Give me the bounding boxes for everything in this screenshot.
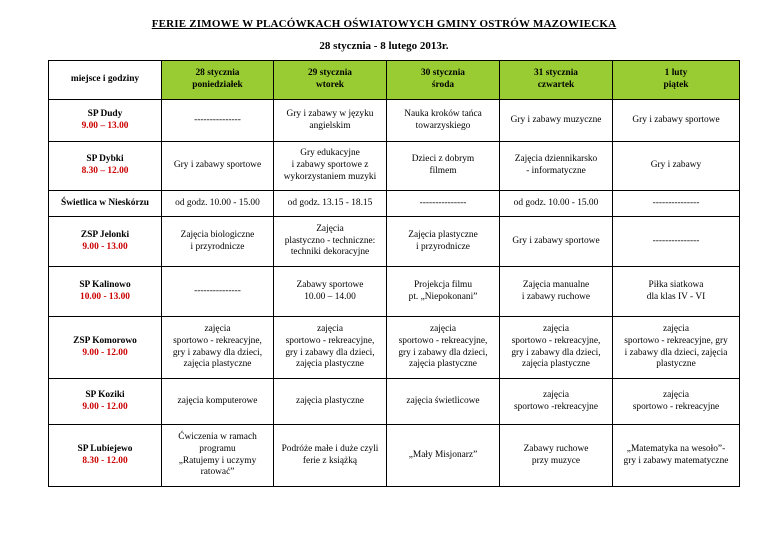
place-name: ZSP Jelonki [80, 229, 130, 240]
activity-cell [162, 142, 274, 191]
table-row [49, 217, 740, 267]
activity-text: --------------- [419, 197, 467, 208]
day-header [387, 61, 500, 100]
activity-cell [500, 217, 613, 267]
activity-text: sportowo - rekreacyjne, [398, 335, 488, 346]
activity-text: angielskim [309, 120, 351, 131]
activity-text: Gry i zabawy sportowe [173, 160, 262, 171]
activity-text: zajęcia [542, 389, 569, 400]
activity-text: zajęcia [429, 324, 456, 334]
activity-text: sportowo -rekreacyjne [513, 401, 599, 412]
activity-cell [500, 317, 613, 379]
activity-text: przy muzyce [531, 455, 581, 466]
day-name: środa [431, 80, 455, 90]
place-hours: 9.00 - 12.00 [82, 347, 128, 358]
activity-text: zajęcia świetlicowe [406, 395, 480, 406]
activity-cell [613, 425, 740, 487]
table-row [49, 142, 740, 191]
activity-text: gry i zabawy dla dzieci, [511, 347, 601, 358]
place-hours: 9.00 - 12.00 [82, 401, 128, 412]
activity-cell [613, 191, 740, 217]
activity-text: zajęcia plastyczne [409, 359, 477, 370]
day-name: czwartek [537, 80, 575, 90]
activity-cell [274, 267, 387, 317]
activity-cell [162, 191, 274, 217]
day-date: 30 stycznia [420, 68, 465, 79]
schedule-table [48, 60, 740, 487]
place-name: SP Dybki [86, 154, 124, 165]
activity-text: „Mały Misjonarz” [408, 449, 478, 460]
day-date: 1 luty [664, 68, 688, 79]
table-row [49, 191, 740, 217]
header-row [49, 61, 740, 100]
activity-cell [162, 267, 274, 317]
place-hours: 9.00 – 13.00 [81, 120, 129, 131]
activity-text: dla klas IV - VI [646, 291, 706, 302]
activity-cell [613, 379, 740, 425]
activity-cell [274, 217, 387, 267]
activity-cell [387, 142, 500, 191]
activity-text: gry i zabawy matematyczne [623, 455, 729, 466]
activity-cell [387, 191, 500, 217]
activity-cell [613, 100, 740, 142]
activity-text: i przyrodnicze [416, 241, 470, 252]
activity-text: sportowo - rekreacyjne, [285, 335, 375, 346]
day-header [500, 61, 613, 100]
activity-text: od godz. 13.15 - 18.15 [287, 197, 373, 208]
document-title: FERIE ZIMOWE W PLACÓWKACH OŚWIATOWYCH GMINY OSTRÓW MAZOWIECKA [151, 18, 617, 30]
activity-text: Projekcja filmu [413, 279, 473, 290]
activity-cell [162, 100, 274, 142]
day-name: poniedziałek [192, 80, 243, 90]
activity-text: i przyrodnicze [190, 241, 245, 252]
activity-text: i zabawy ruchowe [521, 291, 591, 302]
activity-cell [162, 379, 274, 425]
activity-text: zajęcia [316, 324, 343, 334]
place-cell [49, 142, 162, 191]
activity-text: Gry i zabawy sportowe [512, 235, 600, 246]
activity-text: zajęcia [204, 324, 231, 334]
activity-text: gry i zabawy dla dzieci, [172, 347, 263, 358]
activity-text: gry i zabawy dla dzieci, [285, 347, 375, 358]
place-hours: 8.30 – 12.00 [81, 166, 129, 176]
activity-text: zajęcia plastyczne [522, 359, 590, 370]
table-row [49, 379, 740, 425]
place-name: SP Dudy [87, 108, 123, 119]
activity-text: Zajęcia manualne [522, 279, 590, 290]
activity-text: techniki dekoracyjne [290, 247, 370, 258]
schedule-body [49, 100, 740, 487]
activity-text: Zajęcia plastyczne [408, 229, 478, 240]
activity-cell [500, 191, 613, 217]
table-row [49, 317, 740, 379]
activity-cell [500, 267, 613, 317]
activity-text: Podróże małe i duże czyli [281, 443, 379, 454]
activity-cell [387, 217, 500, 267]
activity-text: sportowo - rekreacyjne, [511, 335, 601, 346]
place-name: SP Lubiejewo [77, 443, 133, 454]
activity-cell [162, 425, 274, 487]
activity-cell [274, 191, 387, 217]
activity-text: zajęcia plastyczne [183, 359, 252, 370]
activity-text: pt. „Niepokonani” [408, 291, 478, 302]
activity-text: zajęcia komputerowe [177, 395, 258, 406]
activity-text: od godz. 10.00 - 15.00 [513, 197, 599, 208]
activity-text: Piłka siatkowa [648, 279, 704, 290]
activity-text: gry i zabawy dla dzieci, [398, 347, 488, 358]
activity-text: filmem [429, 166, 457, 176]
activity-cell [613, 217, 740, 267]
activity-cell [274, 142, 387, 191]
activity-text: ratować” [200, 467, 235, 478]
activity-text: Gry i zabawy sportowe [632, 114, 720, 125]
activity-cell [387, 100, 500, 142]
activity-text: plastyczne [656, 359, 696, 370]
activity-text: zajęcia [662, 389, 689, 400]
activity-text: Zabawy sportowe [296, 279, 364, 290]
place-cell [49, 267, 162, 317]
place-hours: 10.00 - 13.00 [80, 291, 130, 302]
date-range: 28 stycznia - 8 lutego 2013r. [319, 40, 449, 52]
activity-cell [500, 379, 613, 425]
activity-text: Zajęcia dziennikarsko [514, 154, 598, 165]
activity-cell [387, 317, 500, 379]
activity-text: zajęcia plastyczne [296, 395, 364, 406]
day-header [274, 61, 387, 100]
activity-text: Gry i zabawy muzyczne [510, 114, 602, 125]
place-name: Świetlica w Nieskórzu [60, 197, 149, 208]
table-row [49, 267, 740, 317]
day-header [613, 61, 740, 100]
activity-text: wykorzystaniem muzyki [283, 171, 377, 182]
activity-text: Gry i zabawy [650, 160, 702, 171]
place-hours: 8.30 - 12.00 [82, 455, 128, 466]
activity-cell [500, 142, 613, 191]
activity-cell [500, 425, 613, 487]
activity-text: Zajęcia [316, 223, 344, 234]
place-name: ZSP Komorowo [73, 335, 137, 346]
place-cell [49, 100, 162, 142]
activity-cell [274, 425, 387, 487]
table-row [49, 425, 740, 487]
activity-text: --------------- [652, 235, 700, 246]
corner-header: miejsce i godziny [49, 61, 162, 100]
activity-text: --------------- [652, 197, 700, 208]
activity-cell [274, 100, 387, 142]
day-name: piątek [663, 80, 689, 90]
activity-cell [500, 100, 613, 142]
activity-text: zajęcia plastyczne [296, 359, 364, 370]
activity-cell [274, 317, 387, 379]
activity-cell [387, 379, 500, 425]
place-cell [49, 425, 162, 487]
activity-text: „Ratujemy i uczymy [178, 455, 257, 466]
day-date: 28 stycznia [195, 68, 240, 79]
place-cell [49, 217, 162, 267]
activity-text: Zabawy ruchowe [523, 443, 589, 454]
activity-cell [274, 379, 387, 425]
activity-text: towarzyskiego [415, 120, 471, 131]
place-name: SP Kalinowo [79, 279, 131, 290]
place-cell [49, 317, 162, 379]
day-date: 29 stycznia [307, 68, 352, 79]
activity-cell [613, 142, 740, 191]
place-cell [49, 379, 162, 425]
activity-text: ferie z książką [302, 455, 358, 466]
place-name: SP Koziki [85, 389, 125, 400]
activity-text: i zabawy dla dzieci, zajęcia [624, 347, 728, 358]
activity-text: --------------- [194, 285, 241, 296]
activity-text: Nauka kroków tańca [404, 108, 482, 119]
day-name: wtorek [316, 80, 344, 90]
activity-text: programu [199, 443, 236, 454]
place-cell [49, 191, 162, 217]
place-hours: 9.00 - 13.00 [82, 241, 128, 252]
activity-text: - informatyczne [526, 166, 586, 176]
activity-text: Gry edukacyjne [300, 148, 360, 159]
table-row [49, 100, 740, 142]
activity-cell [613, 267, 740, 317]
activity-cell [613, 317, 740, 379]
activity-text: sportowo - rekreacyjne [632, 401, 720, 412]
activity-text: od godz. 10.00 - 15.00 [175, 197, 260, 208]
activity-text: Ćwiczenia w ramach [178, 432, 257, 442]
activity-cell [387, 267, 500, 317]
activity-text: sportowo - rekreacyjne, gry [624, 335, 728, 346]
activity-text: zajęcia [542, 324, 569, 334]
activity-text: „Matematyka na wesoło”- [626, 443, 726, 454]
activity-text: Dzieci z dobrym [411, 154, 475, 165]
activity-cell [387, 425, 500, 487]
activity-text: sportowo - rekreacyjne, [173, 335, 262, 346]
activity-text: zajęcia [662, 324, 689, 334]
activity-cell [162, 317, 274, 379]
day-header [162, 61, 274, 100]
activity-text: Zajęcia biologiczne [180, 229, 255, 240]
day-date: 31 stycznia [533, 68, 578, 79]
activity-cell [162, 217, 274, 267]
activity-text: i zabawy sportowe z [291, 160, 369, 171]
activity-text: Gry i zabawy w języku [286, 108, 374, 119]
activity-text: --------------- [194, 114, 241, 125]
activity-text: 10.00 – 14.00 [304, 291, 356, 302]
activity-text: plastyczno - techniczne: [284, 235, 376, 246]
